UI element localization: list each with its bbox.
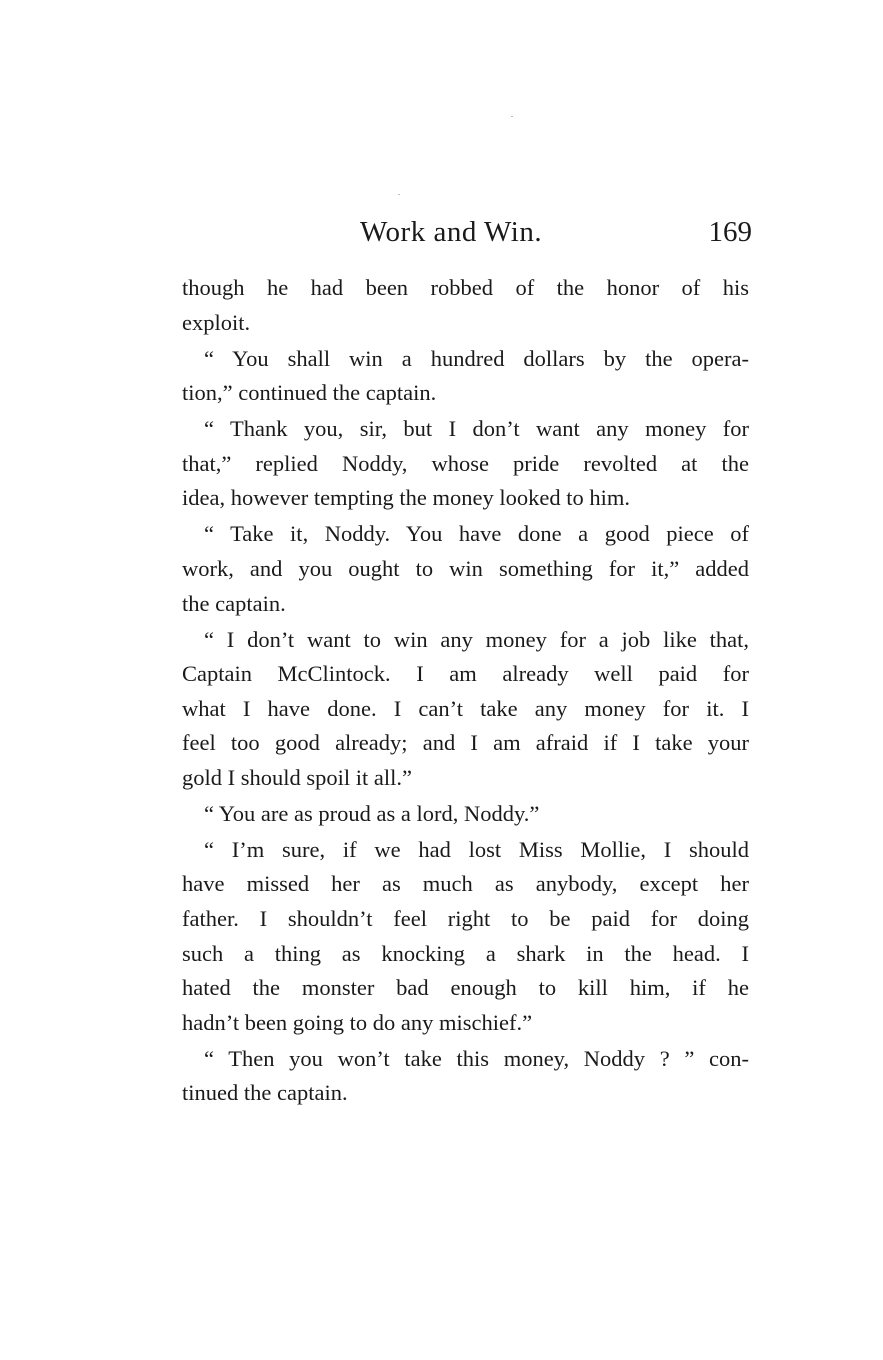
text-line: what I have done. I can’t take any money for it. I: [182, 695, 749, 721]
paragraph: [182, 517, 749, 621]
text-line: “ Thank you, sir, but I don’t want any money for: [204, 416, 749, 442]
text-line: exploit.: [182, 309, 251, 335]
body-text: [182, 271, 749, 1111]
text-line: the captain.: [182, 590, 286, 616]
text-line: such a thing as knocking a shark in the head. I: [182, 940, 749, 966]
text-line: hated the monster bad enough to kill him, if he: [182, 975, 749, 1001]
page-number: 169: [708, 216, 752, 248]
text-line: “ Take it, Noddy. You have done a good piece of: [204, 521, 749, 547]
text-line: though he had been robbed of the honor of his: [182, 275, 749, 300]
text-line: “ You are as proud as a lord, Noddy.”: [204, 800, 540, 826]
running-title: Work and Win.: [360, 216, 543, 248]
text-line: father. I shouldn’t feel right to be paid for doing: [182, 906, 749, 932]
text-line: “ I’m sure, if we had lost Miss Mollie, I should: [204, 836, 749, 862]
text-line: hadn’t been going to do any mischief.”: [182, 1009, 533, 1035]
paragraph: [182, 833, 749, 1041]
paragraph: [182, 623, 749, 796]
paragraph: [182, 412, 749, 516]
paragraph: [182, 1042, 749, 1111]
paper-speck: [511, 116, 513, 117]
text-line: Captain McClintock. I am already well paid for: [182, 661, 749, 687]
text-line: gold I should spoil it all.”: [182, 764, 412, 790]
paragraph: [182, 797, 749, 832]
text-line: “ I don’t want to win any money for a job like that,: [204, 626, 749, 652]
text-line: tion,” continued the captain.: [182, 380, 437, 406]
text-line: “ You shall win a hundred dollars by the opera-: [204, 345, 749, 371]
text-line: work, and you ought to win something for it,” added: [182, 555, 749, 581]
text-line: “ Then you won’t take this money, Noddy ? ” con-: [204, 1045, 749, 1071]
running-head: [182, 216, 752, 260]
paragraph: [182, 342, 749, 411]
paper-speck: [398, 194, 400, 195]
text-line: feel too good already; and I am afraid if I take your: [182, 730, 749, 756]
text-line: tinued the captain.: [182, 1080, 348, 1106]
text-line: idea, however tempting the money looked to him.: [182, 485, 631, 511]
text-line: that,” replied Noddy, whose pride revolted at the: [182, 450, 749, 476]
text-line: have missed her as much as anybody, except her: [182, 871, 749, 897]
paragraph: [182, 271, 749, 340]
